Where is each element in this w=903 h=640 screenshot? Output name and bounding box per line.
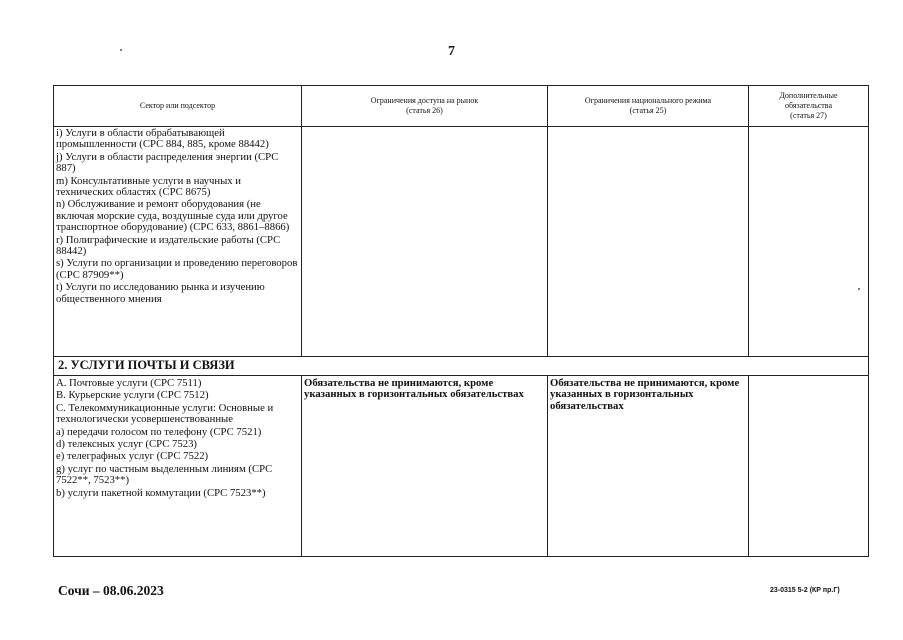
- sector-item: а) передачи голосом по телефону (СРС 7521): [56, 425, 262, 438]
- footer-place-date: Сочи – 08.06.2023: [58, 583, 164, 598]
- sector-item: b) услуги пакетной коммутации (СРС 7523**): [56, 486, 266, 499]
- sector-item: i) Услуги в области обрабатывающей промышленности (СРС 884, 885, кроме 88442): [56, 127, 269, 151]
- sector-item: n) Обслуживание и ремонт оборудования (не включая морские суда, воздушные суда или другое транспортное оборудование) (СРС 633, 8861–8866): [56, 198, 290, 234]
- sector-item: s) Услуги по организации и проведению переговоров (СРС 87909**): [56, 257, 298, 281]
- sector-item: А. Почтовые услуги (СРС 7511): [56, 377, 202, 389]
- sector-item: В. Курьерские услуги (СРС 7512): [56, 389, 209, 402]
- header-additional-commitments: [749, 86, 869, 127]
- national-treatment-cell: [548, 376, 749, 557]
- table-row: [54, 376, 869, 557]
- table-row: [54, 127, 869, 357]
- market-access-text: Обязательства не принимаются, кроме указанных в горизонтальных обязательствах: [304, 377, 524, 401]
- header-line: Дополнительные: [779, 91, 838, 100]
- header-line: Ограничения национального режима: [584, 96, 712, 105]
- header-national-treatment: [548, 86, 749, 127]
- table-header-row: [54, 86, 869, 127]
- sector-item: g) услуг по частным выделенным линиям (СРС 7522**, 7523**): [56, 462, 273, 487]
- section-title: 2. УСЛУГИ ПОЧТЫ И СВЯЗИ: [54, 357, 869, 376]
- sector-cell: [54, 376, 302, 557]
- header-line: Сектор или подсектор: [139, 101, 216, 110]
- header-line: (статья 27): [790, 111, 827, 120]
- sector-item: d) телексных услуг (СРС 7523): [56, 438, 197, 451]
- sector-item: t) Услуги по исследованию рынка и изучению общественного мнения: [56, 281, 265, 305]
- header-market-access: [302, 86, 548, 127]
- market-access-cell: [302, 127, 548, 357]
- header-line: (статья 26): [406, 106, 443, 115]
- market-access-cell: [302, 376, 548, 557]
- page-number: 7: [448, 44, 455, 59]
- footer-doc-code: 23-0315 5-2 (КР пр.Г): [770, 587, 840, 594]
- sector-cell: [54, 127, 302, 357]
- header-line: обязательства: [784, 101, 832, 110]
- header-line: Ограничения доступа на рынок: [370, 96, 479, 105]
- sector-item: m) Консультативные услуги в научных и технических областях (СРС 8675): [56, 174, 242, 199]
- national-treatment-cell: [548, 127, 749, 357]
- section-heading-row: [54, 357, 869, 376]
- commitments-table: [53, 85, 869, 557]
- sector-item: С. Телекоммуникационные услуги: Основные и технологически усовершенствованные: [56, 401, 274, 426]
- national-treatment-text: Обязательства не принимаются, кроме указанных в горизонтальных обязательствах: [550, 377, 740, 412]
- sector-item: е) телеграфных услуг (СРС 7522): [56, 450, 209, 463]
- scan-speck: [120, 49, 122, 51]
- header-line: (статья 25): [629, 106, 667, 115]
- additional-commitments-cell: [749, 376, 869, 557]
- header-sector: [54, 86, 302, 127]
- sector-item: j) Услуги в области распределения энергии (СРС 887): [56, 150, 279, 175]
- additional-commitments-cell: [749, 127, 869, 357]
- sector-item: r) Полиграфические и издательские работы (СРС 88442): [56, 233, 281, 258]
